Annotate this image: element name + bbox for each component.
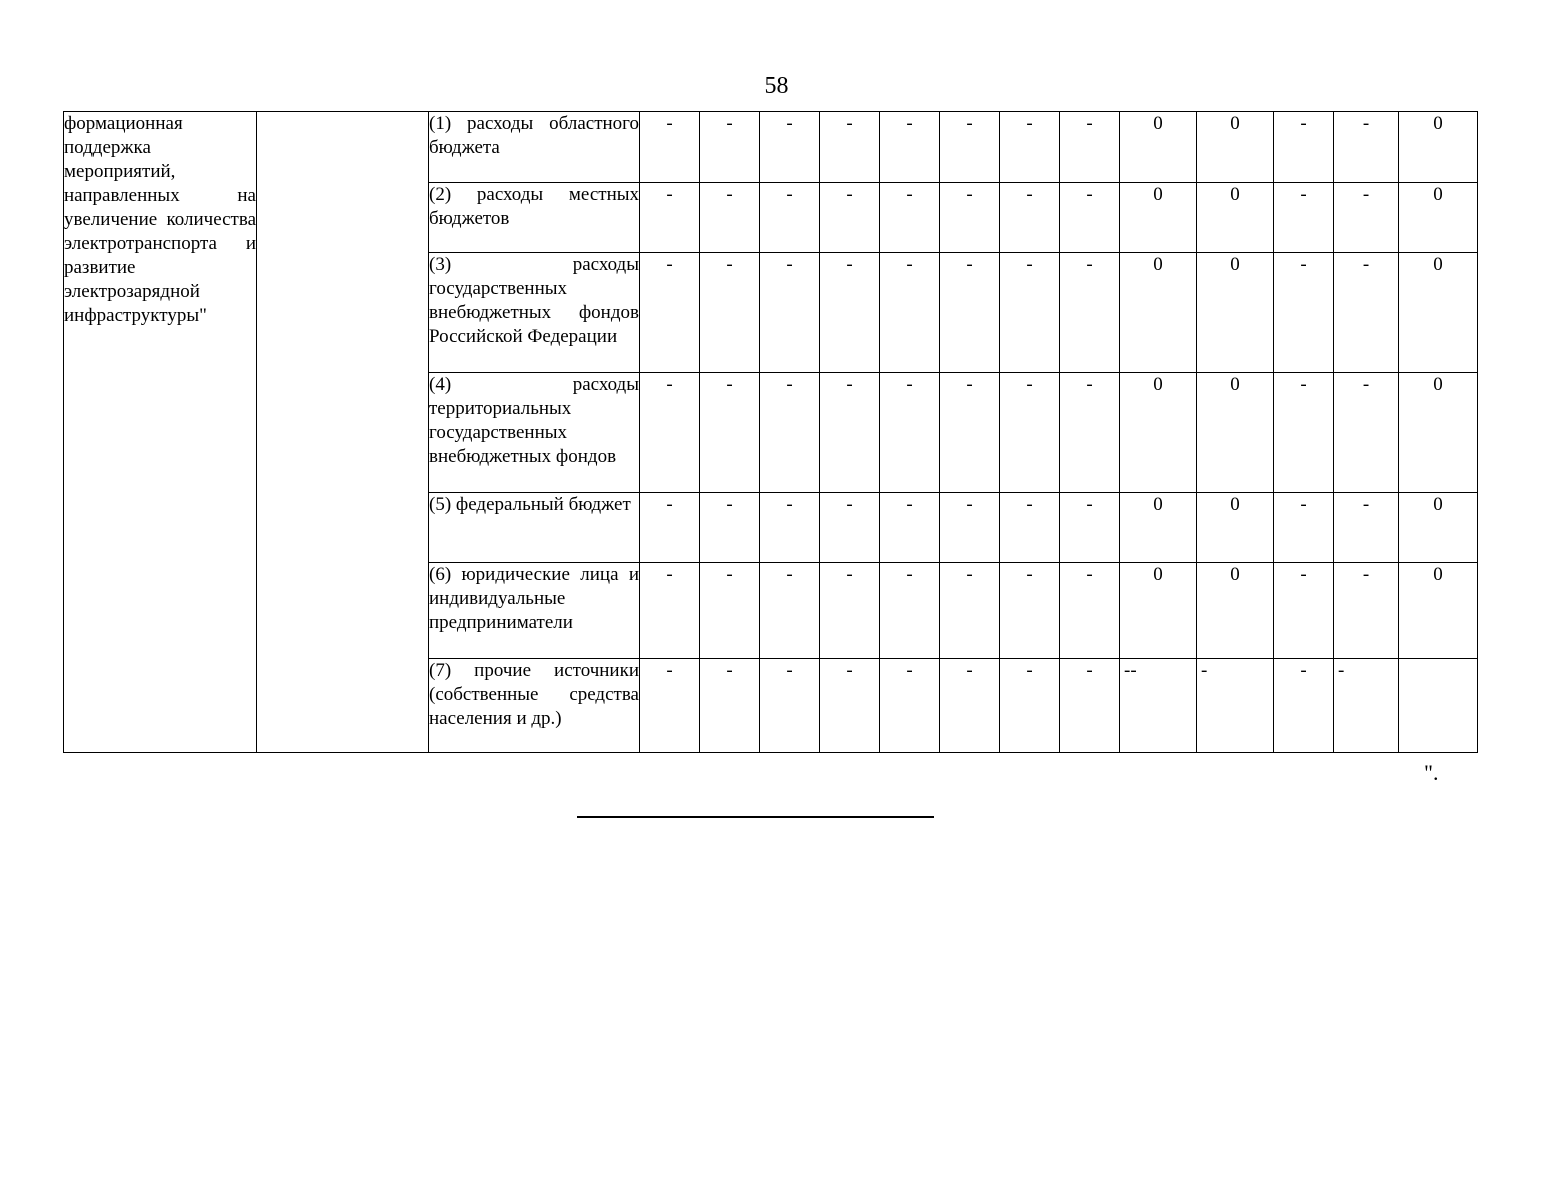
- funding-source-cell: (5) федеральный бюджет: [429, 493, 640, 563]
- value-cell: -: [1334, 493, 1399, 563]
- value-cell: 0: [1197, 493, 1274, 563]
- value-cell: -: [1334, 373, 1399, 493]
- value-cell: -: [940, 183, 1000, 253]
- value-cell: -: [1334, 112, 1399, 183]
- value-cell: 0: [1197, 373, 1274, 493]
- value-cell: -: [880, 563, 940, 659]
- value-cell: -: [940, 493, 1000, 563]
- value-cell: -: [760, 659, 820, 753]
- value-cell: 0: [1120, 493, 1197, 563]
- value-cell: -: [1000, 112, 1060, 183]
- value-cell: -: [1334, 183, 1399, 253]
- funding-source-cell: (7) прочие источники (собственные средства населения и др.): [429, 659, 640, 753]
- value-cell: -: [760, 563, 820, 659]
- end-of-section-rule: [577, 816, 934, 818]
- value-cell: -: [1060, 563, 1120, 659]
- value-cell: -: [1197, 659, 1274, 753]
- value-cell: -: [760, 112, 820, 183]
- value-cell: -: [880, 183, 940, 253]
- value-cell: -: [880, 253, 940, 373]
- value-cell: -: [1274, 563, 1334, 659]
- value-cell: -: [640, 112, 700, 183]
- value-cell: -: [820, 373, 880, 493]
- value-cell: -: [1000, 659, 1060, 753]
- value-cell: -: [760, 493, 820, 563]
- budget-table: [63, 111, 1478, 753]
- value-cell: -: [1060, 112, 1120, 183]
- value-cell: --: [1120, 659, 1197, 753]
- value-cell: -: [1060, 253, 1120, 373]
- value-cell: -: [1060, 373, 1120, 493]
- value-cell: -: [880, 373, 940, 493]
- funding-source-cell: (6) юридические лица и индивидуальные предприниматели: [429, 563, 640, 659]
- value-cell: -: [1334, 659, 1399, 753]
- responsible-cell: [257, 112, 429, 753]
- value-cell: -: [940, 373, 1000, 493]
- value-cell: 0: [1197, 112, 1274, 183]
- value-cell: 0: [1399, 253, 1478, 373]
- measure-name-cell: формационная поддержка мероприятий, направленных на увеличение количества электротранспорта и развитие электрозарядной инфраструктуры": [64, 112, 257, 753]
- funding-source-cell: (1) расходы областного бюджета: [429, 112, 640, 183]
- value-cell: 0: [1399, 112, 1478, 183]
- value-cell: -: [700, 493, 760, 563]
- value-cell: -: [820, 183, 880, 253]
- page-number: 58: [764, 73, 789, 99]
- value-cell: 0: [1399, 563, 1478, 659]
- value-cell: -: [1274, 253, 1334, 373]
- value-cell: -: [1274, 659, 1334, 753]
- closing-quote: ".: [1424, 760, 1439, 785]
- value-cell: -: [1334, 253, 1399, 373]
- value-cell: 0: [1399, 373, 1478, 493]
- value-cell: -: [1274, 112, 1334, 183]
- funding-source-cell: (2) расходы местных бюджетов: [429, 183, 640, 253]
- value-cell: 0: [1120, 563, 1197, 659]
- funding-source-cell: (4) расходы территориальных государственных внебюджетных фондов: [429, 373, 640, 493]
- value-cell: -: [1060, 183, 1120, 253]
- value-cell: -: [640, 253, 700, 373]
- value-cell: -: [1274, 183, 1334, 253]
- value-cell: -: [700, 563, 760, 659]
- value-cell: -: [640, 659, 700, 753]
- value-cell: -: [700, 112, 760, 183]
- value-cell: 0: [1120, 112, 1197, 183]
- value-cell: -: [1274, 373, 1334, 493]
- value-cell: -: [880, 493, 940, 563]
- value-cell: -: [1000, 563, 1060, 659]
- value-cell: -: [820, 112, 880, 183]
- value-cell: -: [940, 563, 1000, 659]
- value-cell: -: [820, 493, 880, 563]
- value-cell: -: [700, 659, 760, 753]
- value-cell: [1399, 659, 1478, 753]
- value-cell: 0: [1399, 493, 1478, 563]
- table-row: [64, 112, 1478, 183]
- value-cell: -: [820, 659, 880, 753]
- value-cell: 0: [1197, 563, 1274, 659]
- value-cell: -: [700, 253, 760, 373]
- value-cell: -: [1334, 563, 1399, 659]
- value-cell: -: [700, 373, 760, 493]
- value-cell: -: [640, 183, 700, 253]
- value-cell: -: [640, 563, 700, 659]
- value-cell: -: [760, 183, 820, 253]
- value-cell: -: [1274, 493, 1334, 563]
- value-cell: -: [1000, 253, 1060, 373]
- value-cell: 0: [1120, 253, 1197, 373]
- value-cell: -: [700, 183, 760, 253]
- value-cell: -: [880, 659, 940, 753]
- value-cell: -: [1000, 183, 1060, 253]
- value-cell: -: [1000, 373, 1060, 493]
- value-cell: -: [820, 253, 880, 373]
- value-cell: 0: [1197, 253, 1274, 373]
- value-cell: 0: [1399, 183, 1478, 253]
- value-cell: -: [940, 112, 1000, 183]
- value-cell: -: [1000, 493, 1060, 563]
- value-cell: 0: [1120, 373, 1197, 493]
- value-cell: -: [760, 373, 820, 493]
- value-cell: 0: [1197, 183, 1274, 253]
- value-cell: -: [940, 253, 1000, 373]
- value-cell: -: [940, 659, 1000, 753]
- value-cell: -: [1060, 659, 1120, 753]
- value-cell: -: [640, 373, 700, 493]
- value-cell: -: [1060, 493, 1120, 563]
- value-cell: -: [820, 563, 880, 659]
- value-cell: -: [760, 253, 820, 373]
- value-cell: -: [880, 112, 940, 183]
- funding-source-cell: (3) расходы государственных внебюджетных фондов Российской Федерации: [429, 253, 640, 373]
- value-cell: -: [640, 493, 700, 563]
- value-cell: 0: [1120, 183, 1197, 253]
